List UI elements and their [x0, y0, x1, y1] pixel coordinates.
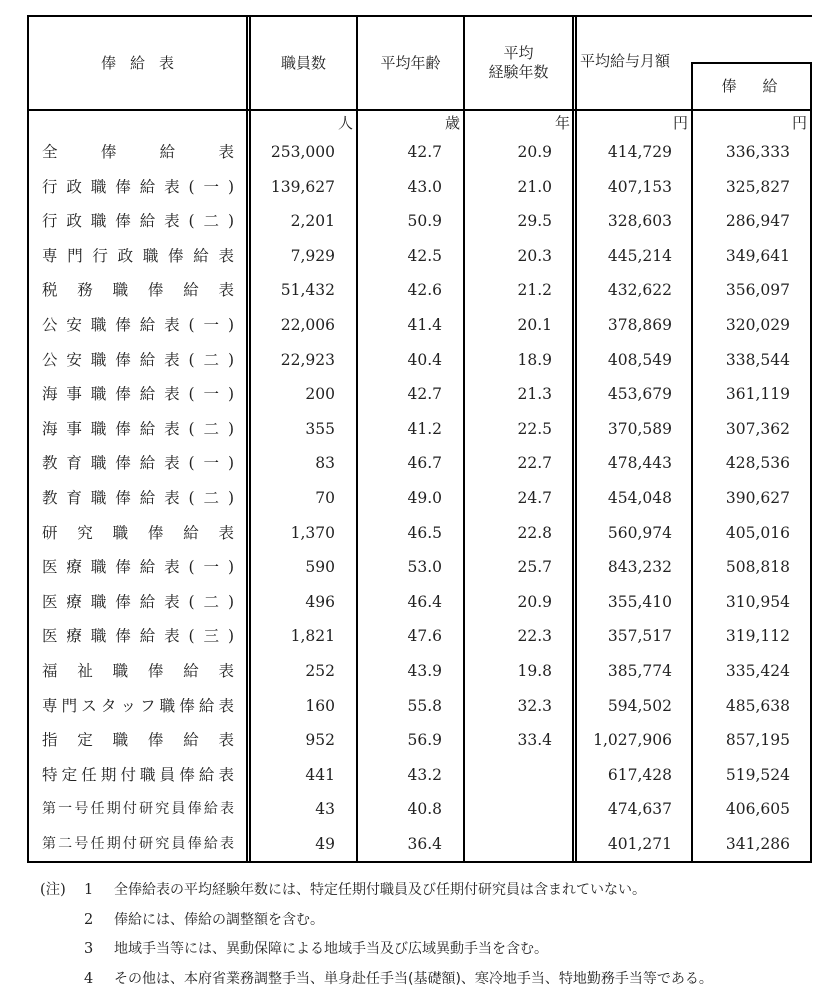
header-staff-count: 職員数: [280, 53, 326, 72]
table-row: [0, 273, 838, 308]
row-avg-pay: 385,774: [607, 661, 672, 680]
table-row: [0, 550, 838, 585]
row-salary: 519,524: [725, 765, 790, 784]
row-staff: 83: [315, 454, 335, 473]
row-staff: 253,000: [270, 143, 335, 161]
header-avg-age: 平均年齢: [380, 53, 441, 72]
row-name: 指定職俸給表: [42, 731, 234, 750]
table-row: [0, 654, 838, 689]
row-name: 医療職俸給表(一): [42, 558, 234, 577]
row-staff: 200: [305, 385, 335, 404]
table-row: [0, 585, 838, 620]
table-row: [0, 689, 838, 724]
row-salary: 341,286: [725, 834, 790, 853]
row-staff: 49: [315, 834, 335, 853]
row-staff: 441: [305, 765, 335, 784]
row-name: 医療職俸給表(三): [42, 627, 234, 646]
row-age: 42.7: [407, 385, 442, 404]
row-name: 専門行政職俸給表: [42, 246, 234, 265]
row-age: 43.9: [407, 661, 442, 680]
footnote-text: 俸給には、俸給の調整額を含む。: [114, 911, 324, 928]
row-name: 研究職俸給表: [42, 523, 234, 542]
table-row: [0, 135, 838, 170]
row-exp: 22.3: [517, 627, 552, 646]
footnote-number: 1: [84, 882, 94, 898]
row-name: 専門スタッフ職俸給表: [42, 696, 234, 715]
row-exp: 20.9: [517, 143, 552, 161]
footnote-prefix: (注): [40, 882, 66, 898]
row-staff: 22,923: [280, 350, 335, 369]
row-avg-pay: 357,517: [607, 627, 672, 646]
unit-staff-count: 人: [337, 114, 353, 132]
row-staff: 496: [305, 592, 335, 611]
row-name: 税務職俸給表: [42, 281, 234, 300]
unit-avg-experience: 年: [554, 114, 570, 132]
row-exp: 22.8: [517, 523, 552, 542]
row-staff: 1,370: [290, 523, 335, 542]
row-avg-pay: 453,679: [607, 385, 672, 404]
row-exp: 29.5: [517, 212, 552, 231]
row-age: 53.0: [407, 558, 442, 577]
row-exp: [464, 827, 552, 862]
table-row: [0, 481, 838, 516]
row-avg-pay: 445,214: [607, 246, 672, 265]
row-age: 42.6: [407, 281, 442, 300]
footnote: [40, 968, 830, 998]
row-name: 教育職俸給表(一): [42, 454, 234, 473]
row-age: 47.6: [407, 627, 442, 646]
row-salary: 405,016: [725, 523, 790, 542]
row-age: 56.9: [407, 731, 442, 750]
row-age: 41.4: [407, 315, 442, 334]
row-staff: 952: [305, 731, 335, 750]
row-name: 行政職俸給表(二): [42, 212, 234, 231]
row-salary: 349,641: [725, 246, 790, 265]
table-row: [0, 343, 838, 378]
footnotes: [40, 879, 830, 997]
row-avg-pay: 560,974: [607, 523, 672, 542]
row-staff: 355: [305, 419, 335, 438]
row-avg-pay: 401,271: [607, 834, 672, 853]
footnote: [40, 938, 830, 968]
footnote-text: 全俸給表の平均経験年数には、特定任期付職員及び任期付研究員は含まれていない。: [114, 882, 646, 898]
table-row: [0, 239, 838, 274]
row-exp: 25.7: [517, 558, 552, 577]
table-row: [0, 792, 838, 827]
table-row: [0, 516, 838, 551]
row-salary: 335,424: [725, 661, 790, 680]
row-exp: 21.3: [517, 385, 552, 404]
footnote-text: 地域手当等には、異動保障による地域手当及び広域異動手当を含む。: [114, 941, 548, 957]
row-exp: [464, 758, 552, 793]
table-row: [0, 446, 838, 481]
row-age: 46.7: [407, 454, 442, 473]
row-avg-pay: 378,869: [607, 315, 672, 334]
table-row: [0, 619, 838, 654]
unit-base-salary: 円: [791, 114, 807, 132]
row-avg-pay: 478,443: [607, 454, 672, 473]
row-salary: 336,333: [725, 143, 790, 161]
row-exp: 22.7: [517, 454, 552, 473]
header-bottom-border: [28, 109, 811, 111]
row-exp: 19.8: [517, 661, 552, 680]
row-salary: 406,605: [725, 800, 790, 819]
table-row: [0, 758, 838, 793]
row-staff: 51,432: [280, 281, 335, 300]
row-salary: 320,029: [725, 315, 790, 334]
row-exp: 24.7: [517, 488, 552, 507]
row-avg-pay: 355,410: [607, 592, 672, 611]
row-staff: 43: [315, 800, 335, 819]
row-salary: 428,536: [725, 454, 790, 473]
footnote-number: 3: [84, 941, 94, 957]
row-name: 特定任期付職員俸給表: [42, 765, 234, 784]
footnote-number: 4: [84, 970, 94, 987]
row-avg-pay: 370,589: [607, 419, 672, 438]
row-age: 43.2: [407, 765, 442, 784]
row-salary: 310,954: [725, 592, 790, 611]
footnote: [40, 909, 830, 939]
row-age: 46.5: [407, 523, 442, 542]
row-avg-pay: 843,232: [607, 558, 672, 577]
row-name: 教育職俸給表(二): [42, 488, 234, 507]
row-age: 41.2: [407, 419, 442, 438]
row-avg-pay: 432,622: [607, 281, 672, 300]
table-row: [0, 308, 838, 343]
row-staff: 7,929: [290, 246, 335, 265]
footnote-text: その他は、本府省業務調整手当、単身赴任手当(基礎額)、寒冷地手当、特地勤務手当等である。: [114, 970, 713, 987]
row-salary: 319,112: [725, 627, 790, 646]
row-exp: 22.5: [517, 419, 552, 438]
row-exp: [464, 792, 552, 827]
row-staff: 2,201: [290, 212, 335, 231]
table-body: [0, 135, 838, 861]
row-avg-pay: 1,027,906: [593, 731, 672, 750]
row-exp: 20.1: [517, 315, 552, 334]
row-salary: 390,627: [725, 488, 790, 507]
row-name: 医療職俸給表(二): [42, 592, 234, 611]
table-row: [0, 412, 838, 447]
row-avg-pay: 454,048: [607, 488, 672, 507]
row-name: 全俸給表: [42, 143, 234, 161]
unit-avg-monthly-pay: 円: [672, 114, 688, 132]
table-row: [0, 377, 838, 412]
row-age: 46.4: [407, 592, 442, 611]
row-age: 40.4: [407, 350, 442, 369]
row-age: 55.8: [407, 696, 442, 715]
row-staff: 160: [305, 696, 335, 715]
table-row: [0, 204, 838, 239]
row-salary: 857,195: [725, 731, 790, 750]
row-exp: 33.4: [517, 731, 552, 750]
row-name: 海事職俸給表(二): [42, 419, 234, 438]
row-avg-pay: 328,603: [607, 212, 672, 231]
row-staff: 1,821: [290, 627, 335, 646]
row-age: 43.0: [407, 177, 442, 196]
row-avg-pay: 414,729: [607, 143, 672, 161]
row-name: 公安職俸給表(一): [42, 315, 234, 334]
row-avg-pay: 617,428: [607, 765, 672, 784]
row-age: 49.0: [407, 488, 442, 507]
row-exp: 18.9: [517, 350, 552, 369]
row-exp: 20.3: [517, 246, 552, 265]
row-staff: 590: [305, 558, 335, 577]
header-avg-experience: 平均 経験年数: [488, 44, 549, 81]
row-name: 行政職俸給表(一): [42, 177, 234, 196]
row-salary: 485,638: [725, 696, 790, 715]
header-salary-table: 俸給表: [100, 53, 188, 72]
table-row: [0, 827, 838, 862]
row-name: 福祉職俸給表: [42, 661, 234, 680]
row-avg-pay: 474,637: [607, 800, 672, 819]
header-base-salary: 俸給: [721, 77, 804, 95]
row-salary: 286,947: [725, 212, 790, 231]
row-staff: 70: [315, 488, 335, 507]
table-row: [0, 723, 838, 758]
row-exp: 20.9: [517, 592, 552, 611]
footnote: [40, 879, 830, 909]
row-exp: 32.3: [517, 696, 552, 715]
unit-avg-age: 歳: [444, 114, 460, 132]
row-avg-pay: 408,549: [607, 350, 672, 369]
header-avg-monthly-pay: 平均給与月額: [580, 51, 671, 70]
row-salary: 338,544: [725, 350, 790, 369]
row-age: 42.5: [407, 246, 442, 265]
row-salary: 325,827: [725, 177, 790, 196]
row-name: 公安職俸給表(二): [42, 350, 234, 369]
row-salary: 356,097: [725, 281, 790, 300]
table-row: [0, 170, 838, 205]
row-exp: 21.0: [517, 177, 552, 196]
row-salary: 361,119: [725, 385, 790, 404]
row-exp: 21.2: [517, 281, 552, 300]
footnote-number: 2: [84, 911, 94, 928]
row-age: 36.4: [407, 834, 442, 853]
row-salary: 307,362: [725, 419, 790, 438]
row-name: 第二号任期付研究員俸給表: [42, 835, 234, 852]
row-staff: 139,627: [270, 177, 335, 196]
row-avg-pay: 407,153: [607, 177, 672, 196]
row-avg-pay: 594,502: [607, 696, 672, 715]
row-salary: 508,818: [725, 558, 790, 577]
row-name: 海事職俸給表(一): [42, 385, 234, 404]
row-age: 42.7: [407, 143, 442, 161]
row-name: 第一号任期付研究員俸給表: [42, 801, 234, 818]
row-age: 40.8: [407, 800, 442, 819]
row-staff: 252: [305, 661, 335, 680]
row-age: 50.9: [407, 212, 442, 231]
row-staff: 22,006: [280, 315, 335, 334]
